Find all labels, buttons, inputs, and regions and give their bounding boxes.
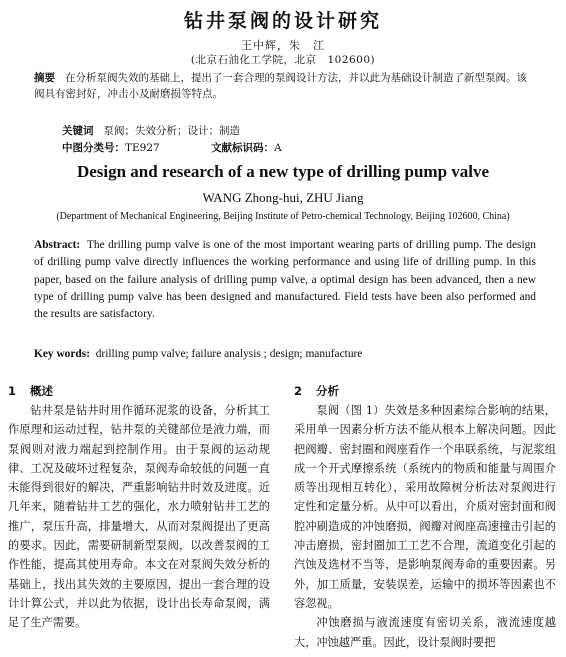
- section-2-paragraph-2: 冲蚀磨损与液流速度有密切关系，液流速度越大，冲蚀越严重。因此，设计泵阀时要把: [294, 616, 556, 649]
- english-abstract: [34, 237, 536, 323]
- doc-code: A: [274, 142, 282, 154]
- clc-code: TE927: [125, 142, 160, 154]
- chinese-authors: 王中辉，朱 江: [241, 39, 325, 52]
- chinese-keywords: [62, 123, 240, 138]
- clc-label: 中图分类号：: [62, 142, 125, 154]
- english-abstract-label: Abstract:: [34, 239, 81, 251]
- section-2-number: 2: [294, 384, 303, 398]
- chinese-abstract-label: 摘要: [34, 72, 55, 84]
- chinese-affiliation: (北京石油化工学院，北京 102600): [190, 54, 376, 66]
- section-1-paragraph: 钻井泵是钻井时用作循环泥浆的设备，分析其工作原理和运动过程，钻井泵的关键部位是液力端，而泵阀则对液力端起到控制作用。由于泵阀的运动规律、工况及破坏过程复杂，泵阀寿命较低的问题一直未能得到很好的解决，严重影响钻井时效及进度。近几年来，随着钻井工艺的强化，水力喷射钻井工艺的推广，泵压升高，排量增大，从而对泵阀提出了更高的要求。因此，需要研制新型泵阀，以改善泵阀的工作性能，提高其使用寿命。本文在对泵阀失效分析的基础上，找出其失效的主要原因，提出一套合理的设计计算公式，并以此为依据，设计出长寿命泵阀，满足了生产需要。: [8, 404, 270, 630]
- section-1-title: 概述: [30, 384, 54, 398]
- classification-line: [62, 140, 282, 155]
- chinese-title: 钻井泵阀的设计研究: [183, 10, 382, 32]
- chinese-abstract-text: 在分析泵阀失效的基础上，提出了一套合理的泵阀设计方法，并以此为基础设计制造了新型泵阀。该阀具有密封好，冲击小及耐磨损等特点。: [34, 72, 528, 100]
- english-keywords-text: drilling pump valve; failure analysis ; design; manufacture: [95, 348, 363, 360]
- english-keywords: [34, 348, 362, 360]
- english-title: Design and research of a new type of drilling pump valve: [76, 162, 490, 181]
- section-2-title: 分析: [316, 384, 340, 398]
- english-keywords-label: Key words:: [34, 348, 90, 360]
- chinese-abstract: [34, 70, 534, 102]
- section-1-body: [8, 401, 270, 633]
- section-2-paragraph-1: 泵阀（图 1）失效是多种因素综合影响的结果，采用单一因素分析方法不能从根本上解决问题。因此把阀瓣、密封圈和阀座看作一个串联系统，与泥浆组成一个开式摩擦系统（系统内的物质和能量与周围介质等出现相互转化），采用故障树分析法对泵阀进行定性和定量分析。从中可以看出，介质对密封面和阀腔冲刷造成的冲蚀磨损，阀瓣对阀座高速撞击引起的冲击磨损，密封圈加工工艺不合理，流道变化引起的汽蚀及选材不当等，是影响泵阀寿命的重要因素。另外，加工质量，安装误差，运输中的损坏等因素也不容忽视。: [294, 404, 556, 610]
- section-2-heading: [294, 383, 339, 399]
- chinese-keywords-label: 关键词: [62, 125, 94, 137]
- english-authors: WANG Zhong-hui, ZHU Jiang: [202, 190, 364, 205]
- section-2-body: [294, 401, 556, 652]
- chinese-keywords-text: 泵阀；失效分析；设计；制造: [103, 125, 241, 137]
- english-affiliation: (Department of Mechanical Engineering, Beijing Institute of Petro-chemical Technology, Beijing 102600, China): [56, 211, 510, 222]
- english-abstract-text: The drilling pump valve is one of the most important wearing parts of drilling pump. The design of drilling pump valve directly influences the working performance and using life of drilling pump. In this paper, based on the failure analysis of drilling pump valve, a optimal design has been advanced, then a new type of drilling pump valve has been designed and manufactured. Field tests have been also performed and the results are satisfactory.: [34, 239, 536, 321]
- section-1-number: 1: [8, 384, 17, 398]
- doc-code-label: 文献标识码：: [211, 142, 275, 154]
- section-1-heading: [8, 383, 53, 399]
